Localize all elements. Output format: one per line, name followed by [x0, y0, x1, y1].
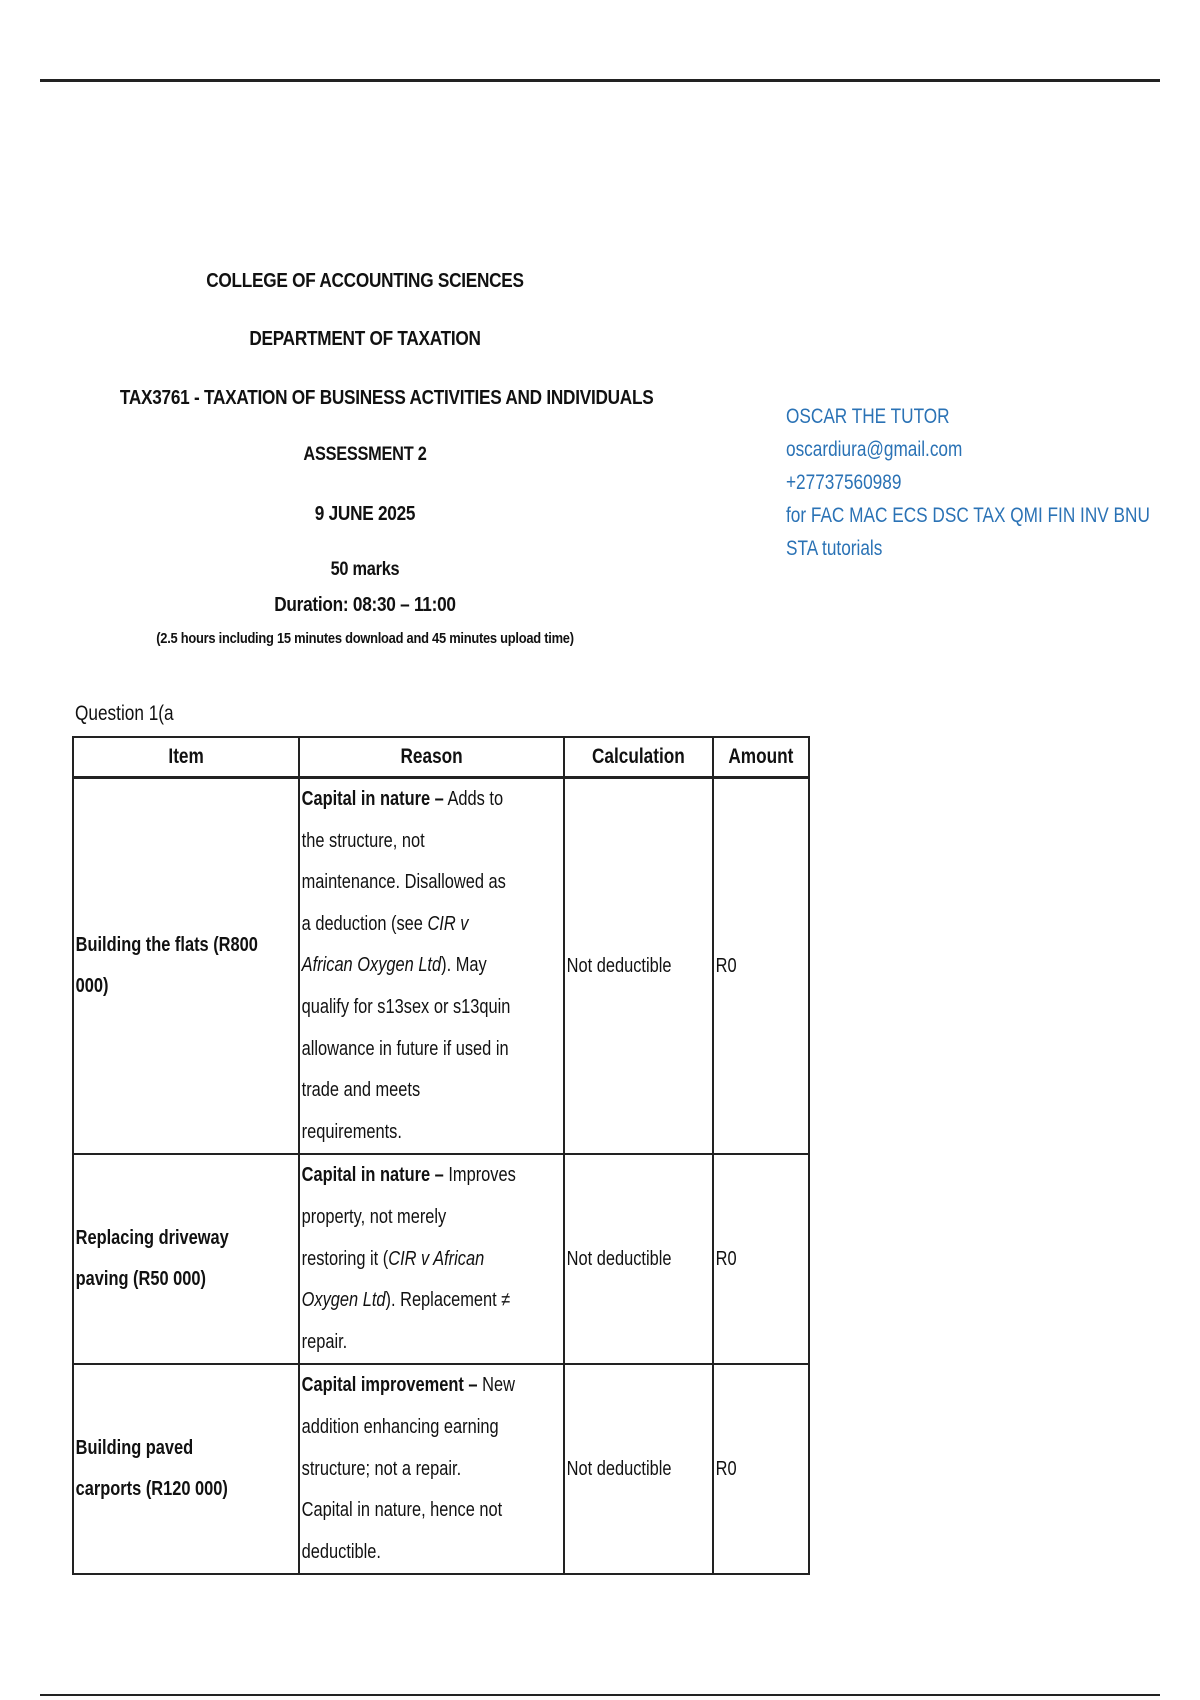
- assessment-date: 9 JUNE 2025: [314, 503, 416, 525]
- assessment-title: ASSESSMENT 2: [303, 444, 427, 465]
- reason-cell: Capital in nature – Adds to the structure, not maintenance. Disallowed as a deduction (see CIR v African Oxygen Ltd). May qualify for s13sex or s13quin allowance in future if used in trade and meets requirements.: [299, 778, 564, 1155]
- column-header-calculation: Calculation: [564, 737, 713, 778]
- tutor-contact: [786, 400, 1150, 565]
- column-header-item: Item: [73, 737, 299, 778]
- total-marks: 50 marks: [330, 559, 400, 580]
- tutor-subjects-line2: STA tutorials: [786, 537, 883, 560]
- item-cell: Replacing driveway paving (R50 000): [73, 1154, 299, 1364]
- answer-table: [72, 736, 810, 1575]
- column-header-amount: Amount: [713, 737, 809, 778]
- duration-note: (2.5 hours including 15 minutes download and 45 minutes upload time): [156, 630, 574, 647]
- calculation-cell: Not deductible: [564, 1364, 713, 1574]
- bottom-rule: [40, 1694, 1160, 1696]
- course-title: TAX3761 - TAXATION OF BUSINESS ACTIVITIES AND INDIVIDUALS: [119, 387, 654, 409]
- college-name: COLLEGE OF ACCOUNTING SCIENCES: [206, 270, 524, 292]
- tutor-email: oscardiura@gmail.com: [786, 438, 963, 461]
- tutor-phone: +27737560989: [786, 471, 902, 494]
- reason-cell: Capital in nature – Improves property, not merely restoring it (CIR v African Oxygen Ltd). Replacement ≠ repair.: [299, 1154, 564, 1364]
- tutor-subjects-line1: for FAC MAC ECS DSC TAX QMI FIN INV BNU: [786, 504, 1150, 527]
- table-row: [73, 778, 809, 1155]
- table-row: [73, 1154, 809, 1364]
- department-name: DEPARTMENT OF TAXATION: [249, 328, 481, 350]
- reason-cell: Capital improvement – New addition enhancing earning structure; not a repair. Capital in nature, hence not deductible.: [299, 1364, 564, 1574]
- question-label: Question 1(a: [75, 702, 174, 725]
- table-row: [73, 1364, 809, 1574]
- duration: Duration: 08:30 – 11:00: [274, 594, 456, 616]
- top-rule: [40, 79, 1160, 82]
- item-cell: Building paved carports (R120 000): [73, 1364, 299, 1574]
- calculation-cell: Not deductible: [564, 1154, 713, 1364]
- item-cell: Building the flats (R800 000): [73, 778, 299, 1155]
- tutor-name: OSCAR THE TUTOR: [786, 405, 950, 428]
- table-header-row: [73, 737, 809, 778]
- amount-cell: R0: [713, 778, 809, 1155]
- column-header-reason: Reason: [299, 737, 564, 778]
- amount-cell: R0: [713, 1154, 809, 1364]
- amount-cell: R0: [713, 1364, 809, 1574]
- calculation-cell: Not deductible: [564, 778, 713, 1155]
